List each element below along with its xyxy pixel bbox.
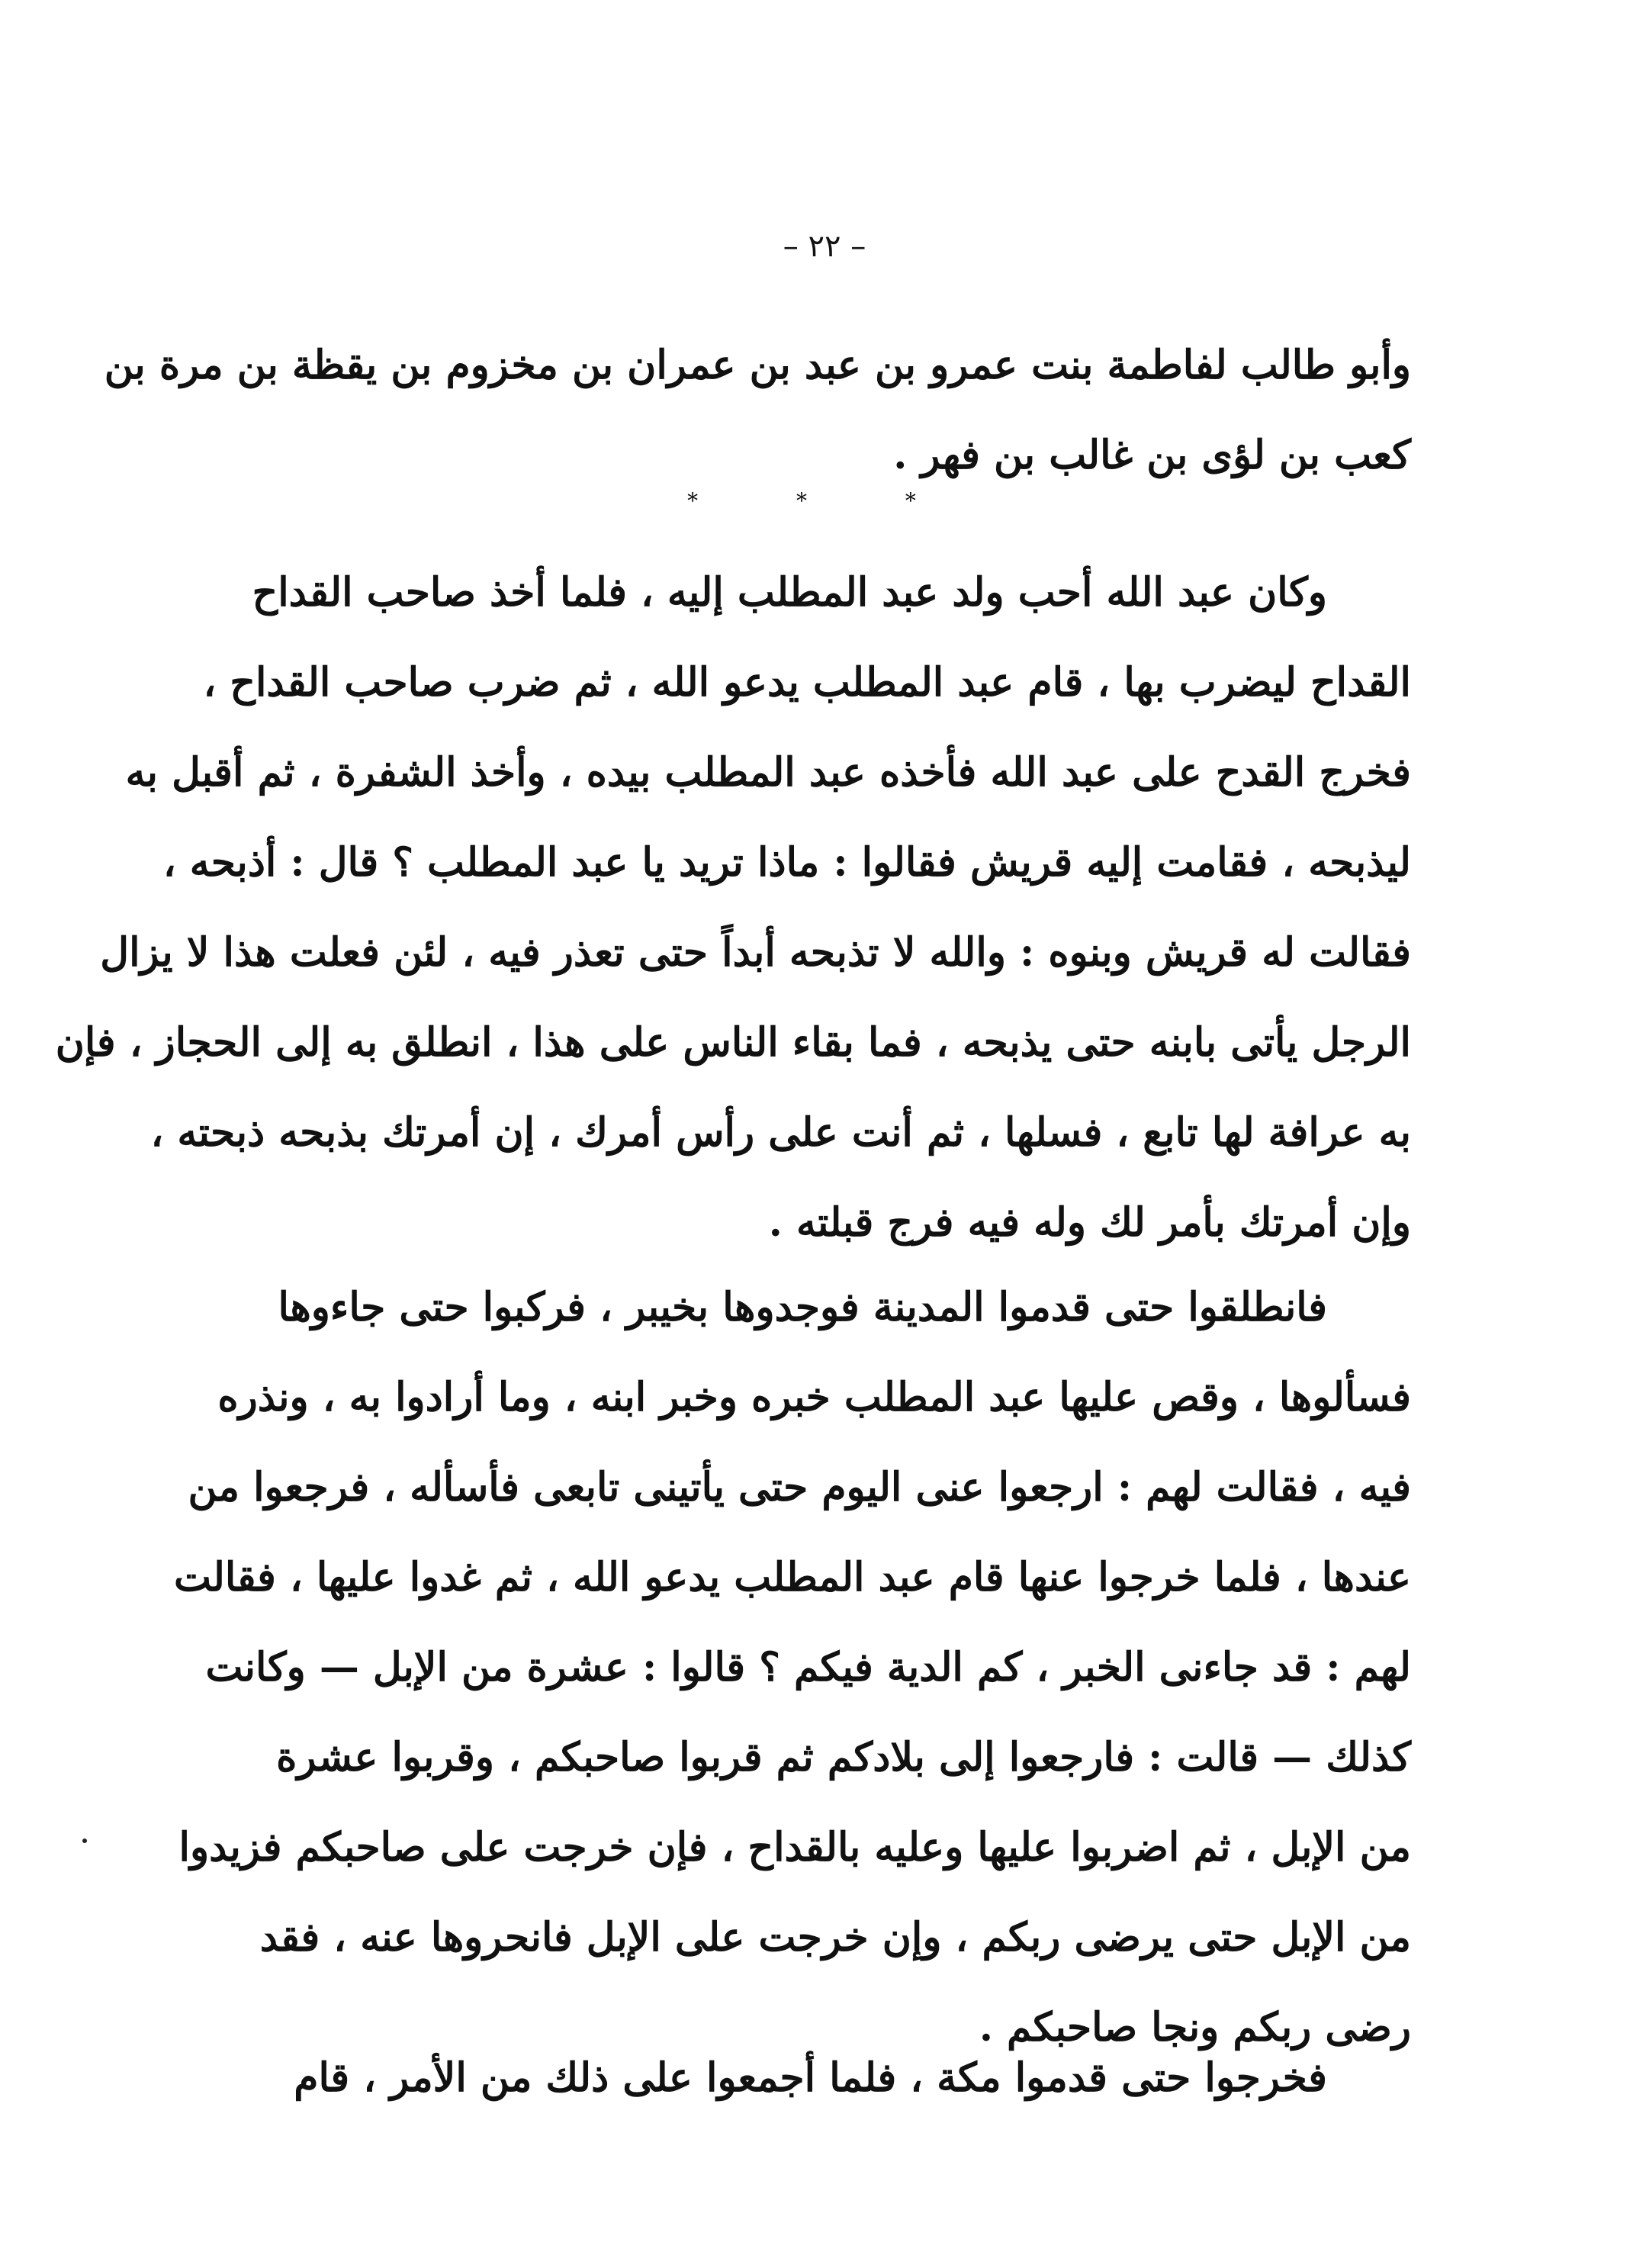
text-line: من الإبل حتى يرضى ربكم ، وإن خرجت على الإبل فانحروها عنه ، فقد	[259, 1914, 1411, 1961]
text-line: فخرجوا حتى قدموا مكة ، فلما أجمعوا على ذلك من الأمر ، قام	[294, 2054, 1327, 2101]
text-line: ليذبحه ، فقامت إليه قريش فقالوا : ماذا تريد يا عبد المطلب ؟ قال : أذبحه ،	[162, 839, 1411, 886]
text-line: وأبو طالب لفاطمة بنت عمرو بن عبد بن عمران بن مخزوم بن يقظة بن مرة بن	[104, 342, 1411, 388]
paragraph-4	[294, 2033, 1411, 2123]
text-line: رضى ربكم ونجا صاحبكم .	[979, 2004, 1411, 2051]
text-line: من الإبل ، ثم اضربوا عليها وعليه بالقداح ، فإن خرجت على صاحبكم فزيدوا	[178, 1824, 1411, 1871]
text-line: كعب بن لؤى بن غالب بن فهر .	[893, 432, 1411, 478]
text-line: فسألوها ، وقص عليها عبد المطلب خبره وخبر ابنه ، وما أرادوا به ، ونذره	[217, 1374, 1411, 1420]
section-separator: * * *	[687, 488, 962, 513]
text-line: الرجل يأتى بابنه حتى يذبحه ، فما بقاء الناس على هذا ، انطلق به إلى الحجاز ، فإن	[55, 1019, 1411, 1066]
text-line: فانطلقوا حتى قدموا المدينة فوجدوها بخيبر ، فركبوا حتى جاءوها	[278, 1284, 1327, 1330]
text-line: به عرافة لها تابع ، فسلها ، ثم أنت على رأس أمرك ، إن أمرتك بذبحه ذبحته ،	[150, 1109, 1411, 1156]
text-line: وكان عبد الله أحب ولد عبد المطلب إليه ، فلما أخذ صاحب القداح	[252, 569, 1327, 616]
text-line: وإن أمرتك بأمر لك وله فيه فرج قبلته .	[768, 1199, 1411, 1246]
text-line: القداح ليضرب بها ، قام عبد المطلب يدعو الله ، ثم ضرب صاحب القداح ،	[203, 659, 1411, 706]
text-line: فخرج القدح على عبد الله فأخذه عبد المطلب بيده ، وأخذ الشفرة ، ثم أقبل به	[125, 749, 1411, 796]
scan-speck	[82, 1839, 87, 1843]
text-line: فيه ، فقالت لهم : ارجعوا عنى اليوم حتى يأتينى تابعى فأسأله ، فرجعوا من	[188, 1464, 1411, 1510]
text-line: عندها ، فلما خرجوا عنها قام عبد المطلب يدعو الله ، ثم غدوا عليها ، فقالت	[173, 1554, 1411, 1600]
text-line: فقالت له قريش وبنوه : والله لا تذبحه أبداً حتى تعذر فيه ، لئن فعلت هذا لا يزال	[100, 929, 1411, 976]
page-number: – ٢٢ –	[783, 229, 866, 264]
paragraph-1	[104, 320, 1411, 500]
text-line: لهم : قد جاءنى الخبر ، كم الدية فيكم ؟ قالوا : عشرة من الإبل — وكانت	[205, 1644, 1411, 1691]
text-line: كذلك — قالت : فارجعوا إلى بلادكم ثم قربوا صاحبكم ، وقربوا عشرة	[276, 1734, 1411, 1781]
paragraph-2	[55, 548, 1411, 1268]
paragraph-3	[173, 1263, 1411, 2073]
